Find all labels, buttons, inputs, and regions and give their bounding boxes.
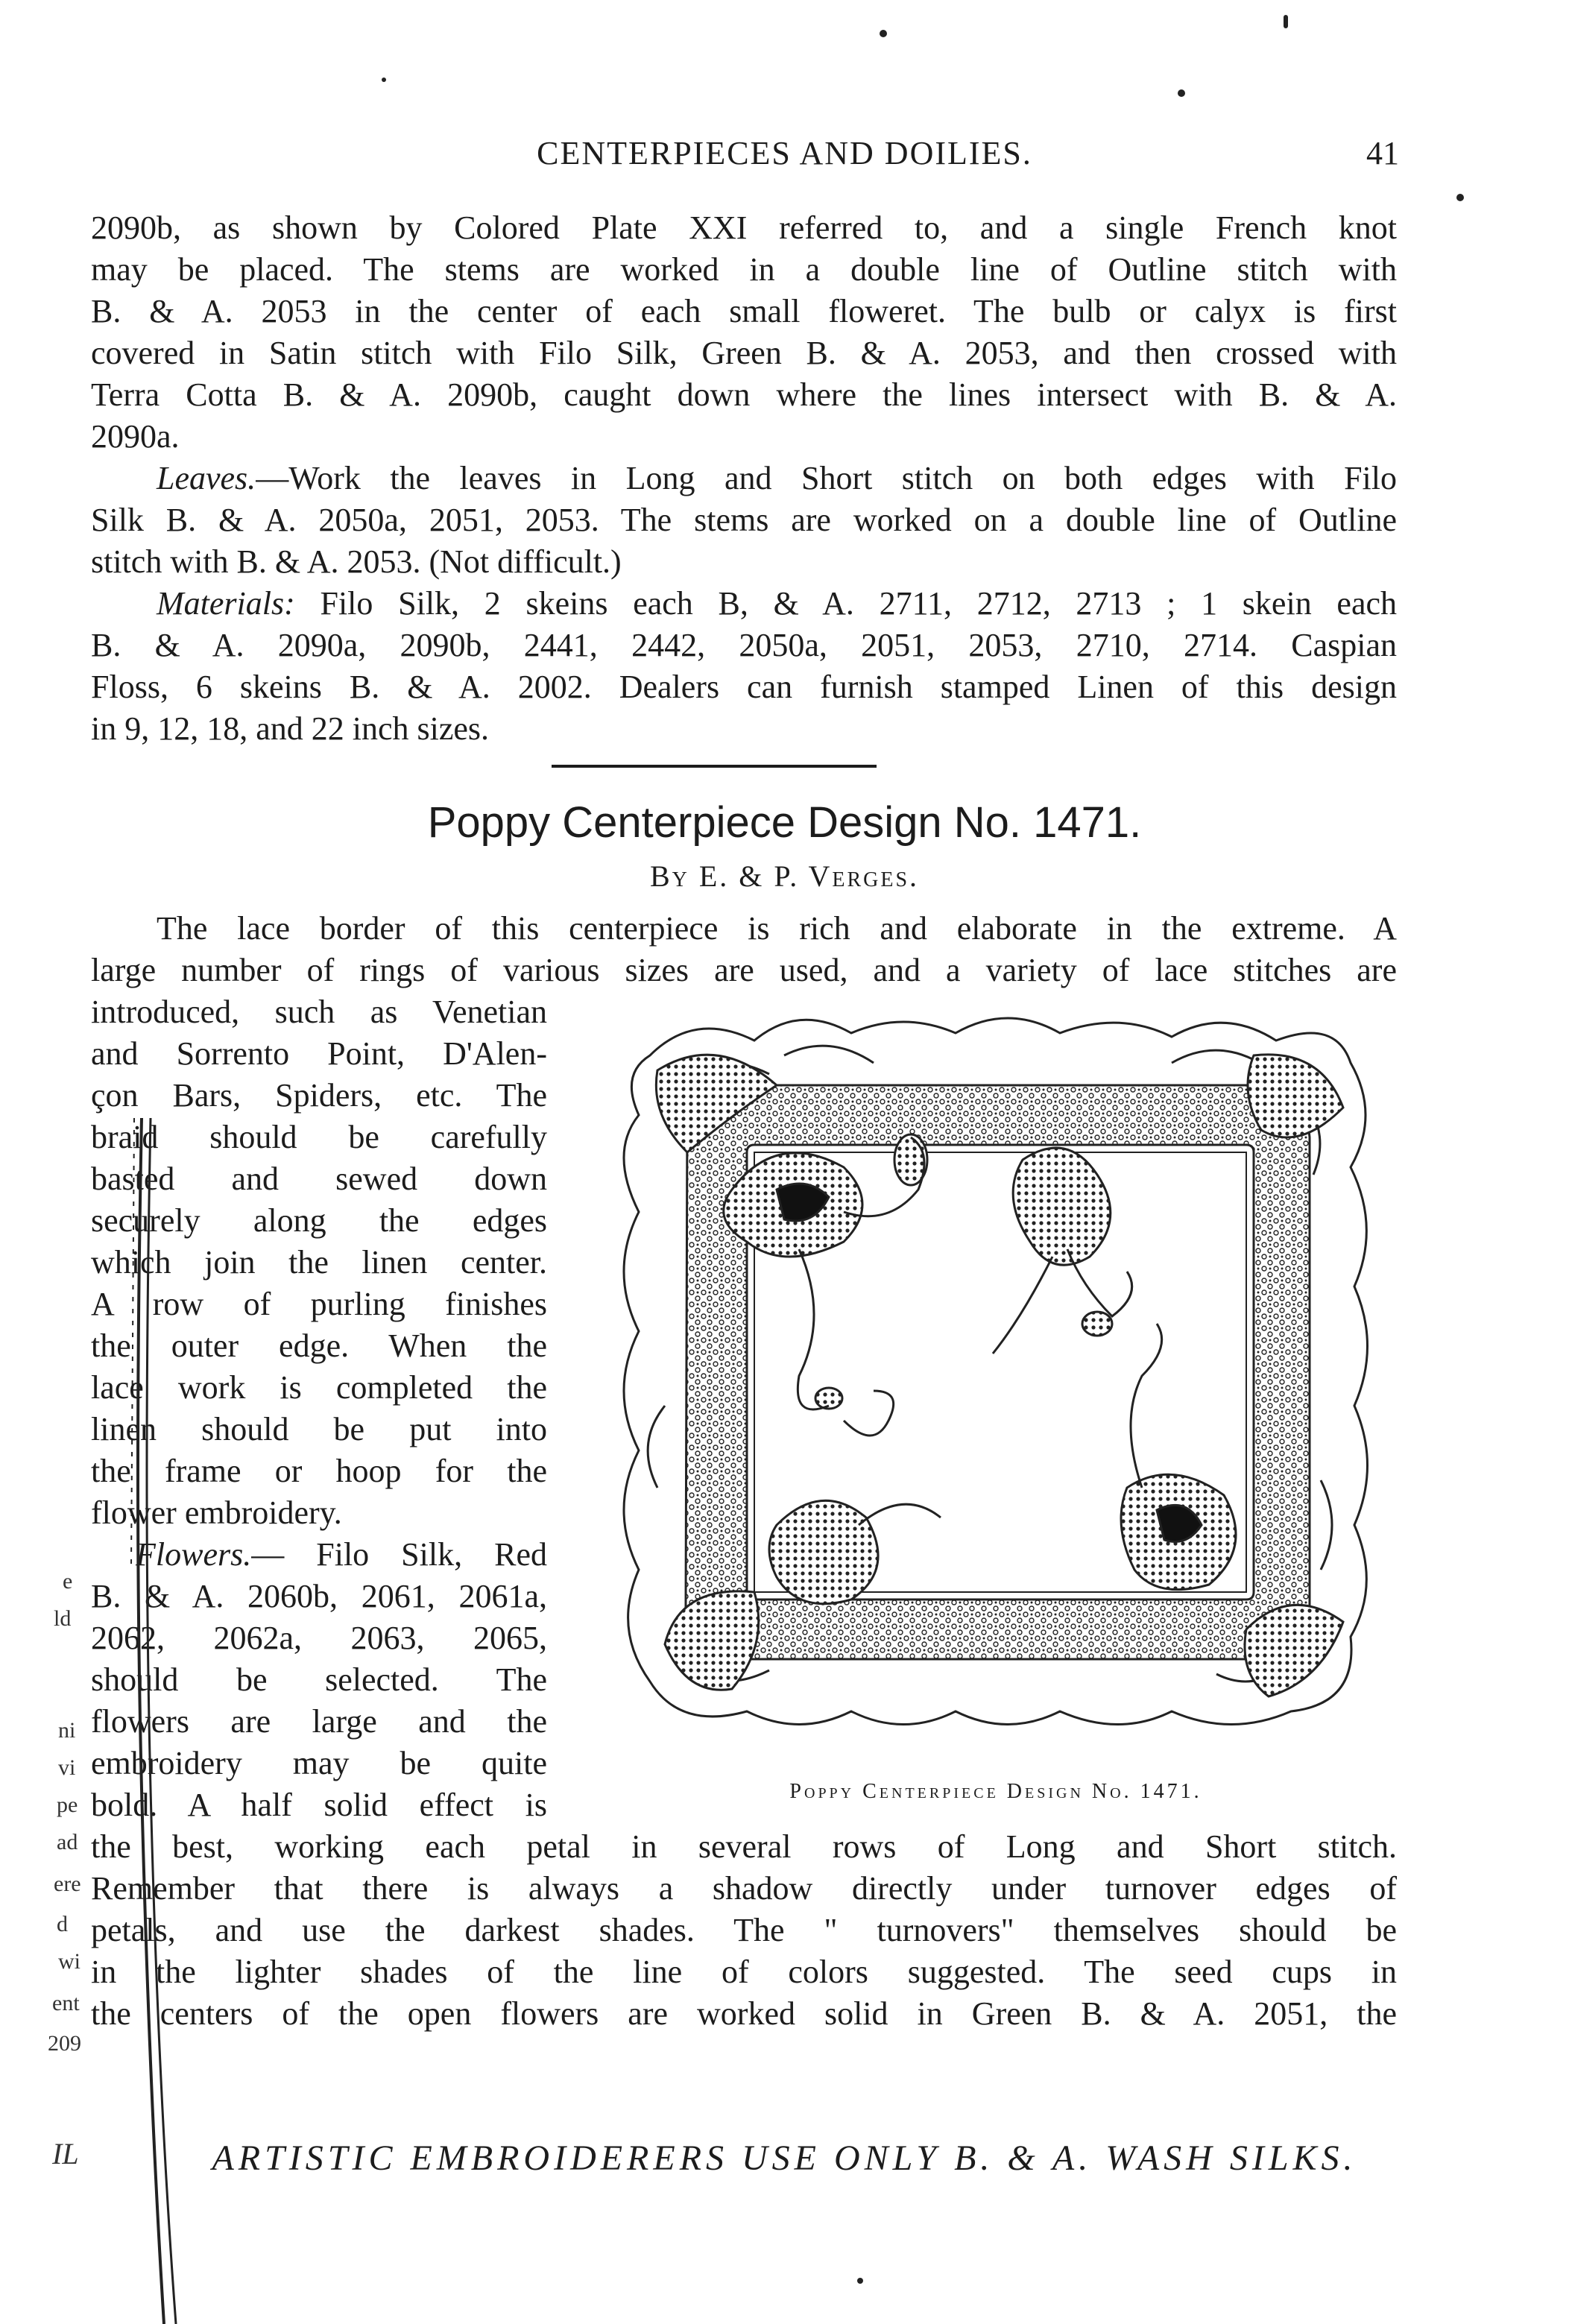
- margin-fragment: 209: [48, 2031, 81, 2056]
- intro-line: The lace border of this centerpiece is rich and elaborate in the extreme. A: [157, 910, 1397, 947]
- column-line: 2062, 2062a, 2063, 2065,: [91, 1620, 547, 1656]
- leaves-text: —Work the leaves in Long and Short stitch on both edges with Filo: [256, 460, 1397, 496]
- margin-fragment: e: [63, 1569, 73, 1594]
- body-line: B. & A. 2090a, 2090b, 2441, 2442, 2050a, 2051, 2053, 2710, 2714. Caspian: [91, 627, 1397, 663]
- scan-speck: [857, 2278, 863, 2284]
- column-line: introduced, such as Venetian: [91, 994, 547, 1030]
- article-byline: By E. & P. Verges.: [649, 859, 920, 893]
- scan-speck: [382, 78, 386, 82]
- page-number: 41: [1366, 135, 1399, 171]
- leaves-paragraph-line: [157, 458, 1397, 499]
- body-line: Floss, 6 skeins B. & A. 2002. Dealers can furnish stamped Linen of this design: [91, 669, 1397, 705]
- margin-fragment: ni: [58, 1718, 76, 1743]
- scan-speck: [880, 30, 887, 37]
- body-line: may be placed. The stems are worked in a double line of Outline stitch with: [91, 251, 1397, 288]
- scan-speck: [1456, 194, 1464, 201]
- column-line: flower embroidery.: [91, 1494, 342, 1531]
- column-line: securely along the edges: [91, 1202, 547, 1239]
- body-line: 2090b, as shown by Colored Plate XXI referred to, and a single French knot: [91, 209, 1397, 246]
- margin-fragment: pe: [57, 1793, 78, 1817]
- leaves-label: Leaves.: [157, 460, 256, 496]
- column-line: the frame or hoop for the: [91, 1453, 547, 1489]
- body-line: the centers of the open flowers are worked solid in Green B. & A. 2051, the: [91, 1995, 1397, 2032]
- margin-fragment: vi: [58, 1755, 76, 1780]
- column-line: which join the linen center.: [91, 1244, 547, 1281]
- column-line: A row of purling finishes: [91, 1286, 547, 1322]
- margin-fragment: ad: [57, 1830, 78, 1854]
- body-line: in 9, 12, 18, and 22 inch sizes.: [91, 710, 490, 747]
- scan-speck: [1178, 89, 1185, 97]
- column-line: basted and sewed down: [91, 1161, 547, 1197]
- body-line: stitch with B. & A. 2053. (Not difficult.): [91, 543, 622, 580]
- flowers-paragraph-line: [136, 1534, 547, 1576]
- footer-motto: ARTISTIC EMBROIDERERS USE ONLY B. & A. WASH SILKS.: [212, 2138, 1357, 2178]
- column-line: should be selected. The: [91, 1661, 547, 1698]
- column-line: embroidery may be quite: [91, 1745, 547, 1781]
- column-line: B. & A. 2060b, 2061, 2061a,: [91, 1578, 547, 1614]
- materials-paragraph-line: [157, 583, 1397, 625]
- intro-line: large number of rings of various sizes are used, and a variety of lace stitches are: [91, 952, 1397, 988]
- margin-fragment: IL: [52, 2137, 79, 2170]
- column-line: and Sorrento Point, D'Alen-: [91, 1035, 547, 1072]
- section-rule: [552, 765, 877, 768]
- running-head: CENTERPIECES AND DOILIES.: [537, 135, 1032, 171]
- scan-speck: [1284, 15, 1288, 28]
- column-line: çon Bars, Spiders, etc. The: [91, 1077, 547, 1114]
- column-line: bold. A half solid effect is: [91, 1787, 547, 1823]
- body-line: the best, working each petal in several rows of Long and Short stitch.: [91, 1828, 1397, 1865]
- column-line: braid should be carefully: [91, 1119, 547, 1155]
- materials-text: Filo Silk, 2 skeins each B, & A. 2711, 2712, 2713 ; 1 skein each: [294, 585, 1397, 622]
- margin-fragment: ld: [54, 1606, 72, 1631]
- column-line: linen should be put into: [91, 1411, 547, 1447]
- margin-fragment: ent: [52, 1991, 80, 2015]
- body-line: Terra Cotta B. & A. 2090b, caught down where the lines intersect with B. & A.: [91, 376, 1397, 413]
- body-line: covered in Satin stitch with Filo Silk, Green B. & A. 2053, and then crossed with: [91, 335, 1397, 371]
- poppy-centerpiece-illustration: [605, 1003, 1386, 1738]
- margin-fragment: wi: [58, 1949, 80, 1974]
- body-line: Silk B. & A. 2050a, 2051, 2053. The stems are worked on a double line of Outline: [91, 502, 1397, 538]
- body-line: Remember that there is always a shadow directly under turnover edges of: [91, 1870, 1397, 1907]
- margin-fragment: ere: [54, 1872, 81, 1896]
- body-line: petals, and use the darkest shades. The " turnovers" themselves should be: [91, 1912, 1397, 1948]
- flowers-label: Flowers.: [136, 1536, 252, 1573]
- column-line: lace work is completed the: [91, 1369, 547, 1406]
- materials-label: Materials:: [157, 585, 295, 622]
- body-line: in the lighter shades of the line of colors suggested. The seed cups in: [91, 1954, 1397, 1990]
- margin-fragment: d: [57, 1912, 68, 1936]
- flowers-text: — Filo Silk, Red: [251, 1536, 547, 1573]
- body-line: 2090a.: [91, 418, 180, 455]
- figure-caption: Poppy Centerpiece Design No. 1471.: [789, 1780, 1202, 1803]
- column-line: the outer edge. When the: [91, 1327, 547, 1364]
- column-line: flowers are large and the: [91, 1703, 547, 1740]
- body-line: B. & A. 2053 in the center of each small floweret. The bulb or calyx is first: [91, 293, 1397, 329]
- article-title: Poppy Centerpiece Design No. 1471.: [427, 798, 1142, 847]
